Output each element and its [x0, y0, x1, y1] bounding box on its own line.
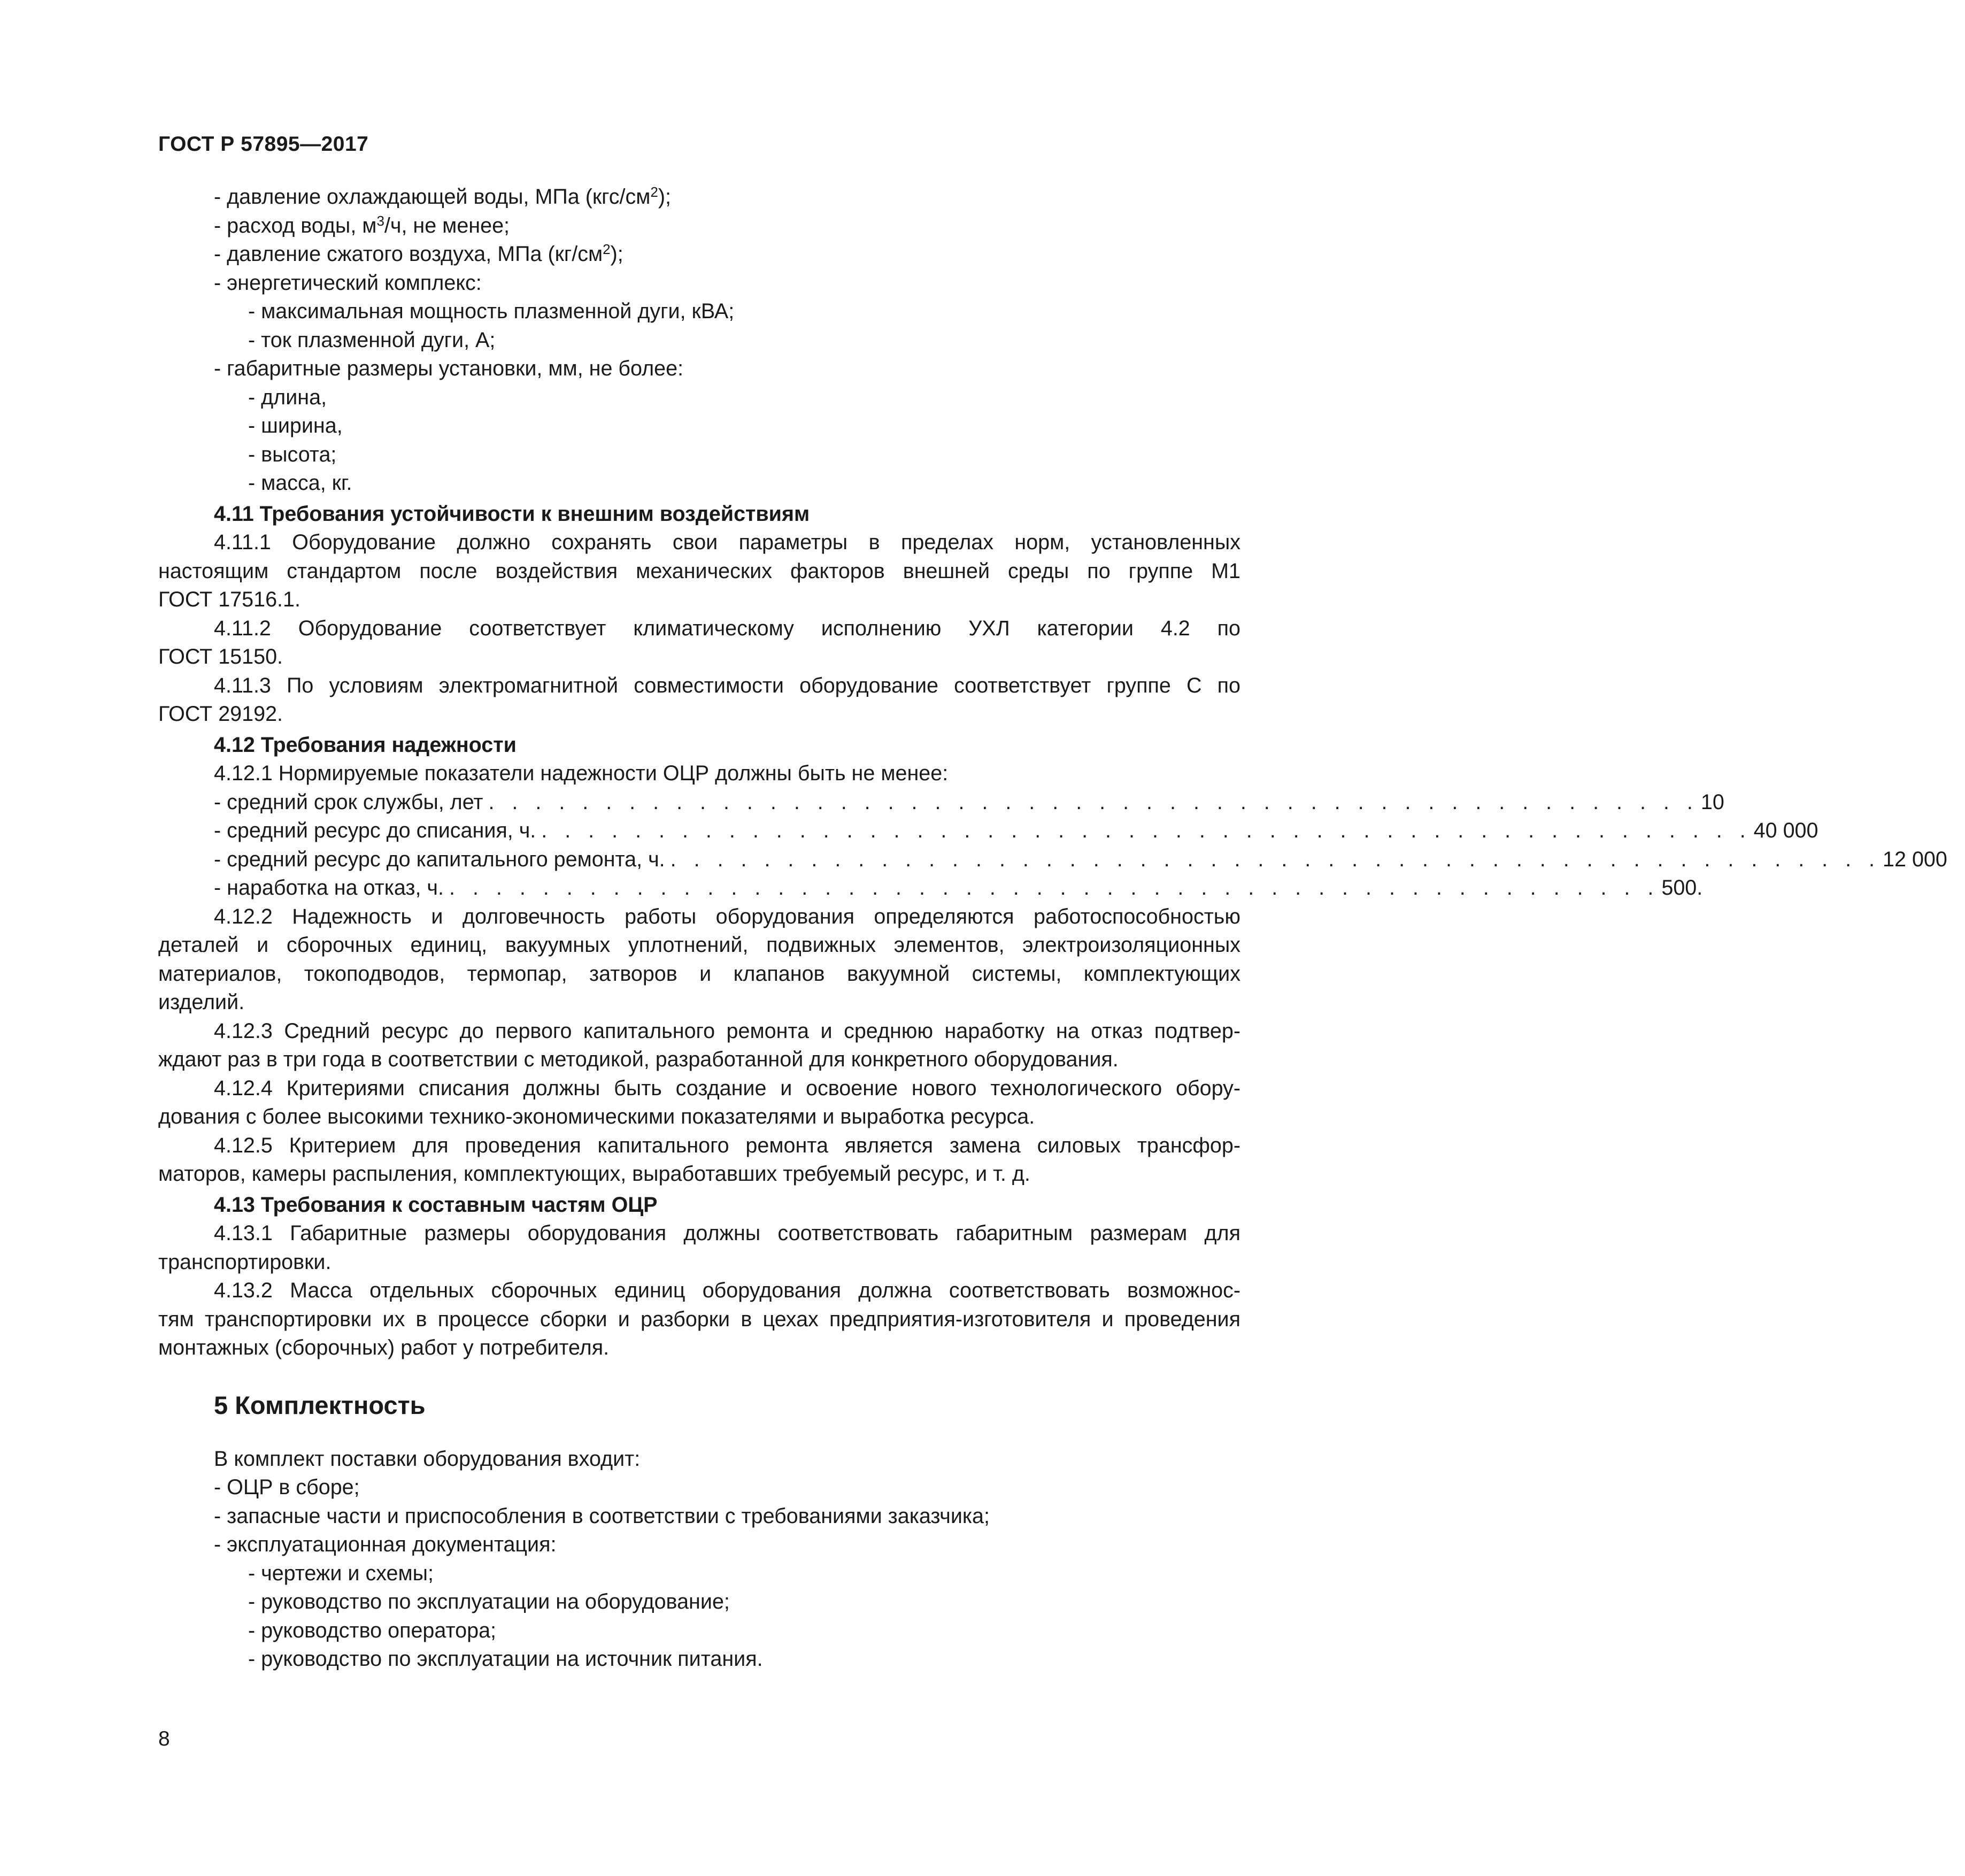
- list-item: - эксплуатационная документация:: [214, 1533, 557, 1556]
- list-item: - давление охлаждающей воды, МПа $(кгс/см^2)$;: [214, 184, 671, 209]
- indicator-label: - наработка на отказ, ч.: [214, 876, 444, 899]
- paragraph-line: материалов, токоподводов, термопар, затворов и клапанов вакуумной системы, комплектующих: [158, 962, 1240, 986]
- sub-list-item: - ширина,: [248, 414, 343, 437]
- indicator-label: - средний ресурс до списания, ч.: [214, 819, 536, 842]
- paragraph-line: 4.12.1 Нормируемые показатели надежности ОЦР должны быть не менее:: [214, 762, 949, 785]
- sub-list-item: - максимальная мощность плазменной дуги, кВА;: [248, 299, 735, 323]
- page-number: 8: [158, 1727, 170, 1750]
- paragraph-line: транспортировки.: [158, 1250, 332, 1274]
- sub-list-item: - масса, кг.: [248, 471, 352, 495]
- dot-leader: . . . . . . . . . . . . . . . . . . . . . . . . . . . . . . . . . . . . . . . . . . . . . . . . . . . .: [488, 790, 1699, 814]
- paragraph-line: настоящим стандартом после воздействия механических факторов внешней среды по группе М1: [158, 559, 1240, 583]
- indicator-label: - средний срок службы, лет: [214, 790, 483, 814]
- reliability-indicator-row: [158, 874, 1703, 903]
- indicator-value: 12 000: [1883, 847, 1947, 871]
- section-heading-5: 5 Комплектность: [214, 1390, 426, 1419]
- list-item: - габаритные размеры установки, мм, не более:: [214, 357, 684, 380]
- paragraph-line: 4.12.4 Критериями списания должны быть создание и освоение нового технологического обору-: [214, 1076, 1240, 1100]
- dot-leader: . . . . . . . . . . . . . . . . . . . . . . . . . . . . . . . . . . . . . . . . . . . . . . . . . . . .: [541, 819, 1752, 842]
- paragraph-line: 4.12.3 Средний ресурс до первого капитального ремонта и среднюю наработку на отказ подтвер-: [214, 1019, 1240, 1043]
- paragraph-line: ГОСТ 17516.1.: [158, 588, 300, 611]
- indicator-value: 500.: [1661, 876, 1703, 899]
- sub-list-item: - руководство по эксплуатации на оборудование;: [248, 1590, 730, 1613]
- section-heading-4-11: 4.11 Требования устойчивости к внешним воздействиям: [214, 502, 810, 526]
- standard-header: ГОСТ Р 57895—2017: [158, 133, 369, 156]
- paragraph-line: монтажных (сборочных) работ у потребителя.: [158, 1336, 610, 1359]
- list-item: - расход воды, $м^3/ч$, не менее;: [214, 212, 510, 237]
- sub-list-item: - длина,: [248, 385, 327, 409]
- section-heading-4-12: 4.12 Требования надежности: [214, 733, 517, 757]
- paragraph-line: изделий.: [158, 990, 245, 1014]
- sub-list-item: - высота;: [248, 442, 337, 466]
- reliability-indicator-row: [158, 845, 1947, 874]
- dot-leader: . . . . . . . . . . . . . . . . . . . . . . . . . . . . . . . . . . . . . . . . . . . . . . . . . . . .: [449, 876, 1660, 899]
- sub-list-item: - руководство оператора;: [248, 1618, 497, 1642]
- paragraph-line: деталей и сборочных единиц, вакуумных уплотнений, подвижных элементов, электроизоляционных: [158, 933, 1240, 957]
- indicator-label: - средний ресурс до капитального ремонта, ч.: [214, 847, 665, 871]
- paragraph-line: дования с более высокими технико-экономическими показателями и выработка ресурса.: [158, 1105, 1035, 1128]
- document-body: [158, 183, 1947, 1674]
- indicator-value: 10: [1700, 790, 1724, 814]
- paragraph-line: 4.11.3 По условиям электромагнитной совместимости оборудование соответствует группе С по: [214, 673, 1240, 697]
- paragraph-line: ГОСТ 29192.: [158, 702, 283, 726]
- paragraph-line: 4.12.2 Надежность и долговечность работы оборудования определяются работоспособностью: [214, 904, 1240, 928]
- paragraph-line: 4.13.1 Габаритные размеры оборудования должны соответствовать габаритным размерам для: [214, 1221, 1240, 1245]
- reliability-indicator-row: [158, 788, 1724, 817]
- sub-list-item: - ток плазменной дуги, А;: [248, 328, 496, 352]
- paragraph-line: В комплект поставки оборудования входит:: [214, 1447, 641, 1471]
- paragraph-line: ждают раз в три года в соответствии с методикой, разработанной для конкретного оборудования.: [158, 1048, 1119, 1071]
- dot-leader: . . . . . . . . . . . . . . . . . . . . . . . . . . . . . . . . . . . . . . . . . . . . . . . . . . . .: [670, 847, 1881, 871]
- paragraph-line: 4.12.5 Критерием для проведения капитального ремонта является замена силовых трансфор-: [214, 1133, 1240, 1157]
- indicator-value: 40 000: [1753, 819, 1818, 842]
- list-item: - энергетический комплекс:: [214, 271, 482, 295]
- section-heading-4-13: 4.13 Требования к составным частям ОЦР: [214, 1193, 658, 1217]
- list-item: - давление сжатого воздуха, МПа $(кг/см^2)$;: [214, 241, 623, 266]
- list-item: - ОЦР в сборе;: [214, 1475, 360, 1499]
- reliability-indicator-row: [158, 817, 1818, 845]
- paragraph-line: маторов, камеры распыления, комплектующих, выработавших требуемый ресурс, и т. д.: [158, 1162, 1030, 1186]
- paragraph-line: ГОСТ 15150.: [158, 645, 283, 668]
- paragraph-line: 4.11.1 Оборудование должно сохранять свои параметры в пределах норм, установленных: [214, 530, 1240, 554]
- paragraph-line: 4.11.2 Оборудование соответствует климатическому исполнению УХЛ категории 4.2 по: [214, 616, 1240, 640]
- paragraph-line: 4.13.2 Масса отдельных сборочных единиц оборудования должна соответствовать возможнос-: [214, 1279, 1240, 1302]
- sub-list-item: - чертежи и схемы;: [248, 1561, 434, 1585]
- list-item: - запасные части и приспособления в соответствии с требованиями заказчика;: [214, 1504, 990, 1528]
- sub-list-item: - руководство по эксплуатации на источник питания.: [248, 1647, 763, 1671]
- paragraph-line: тям транспортировки их в процессе сборки и разборки в цехах предприятия-изготовителя и проведения: [158, 1307, 1240, 1331]
